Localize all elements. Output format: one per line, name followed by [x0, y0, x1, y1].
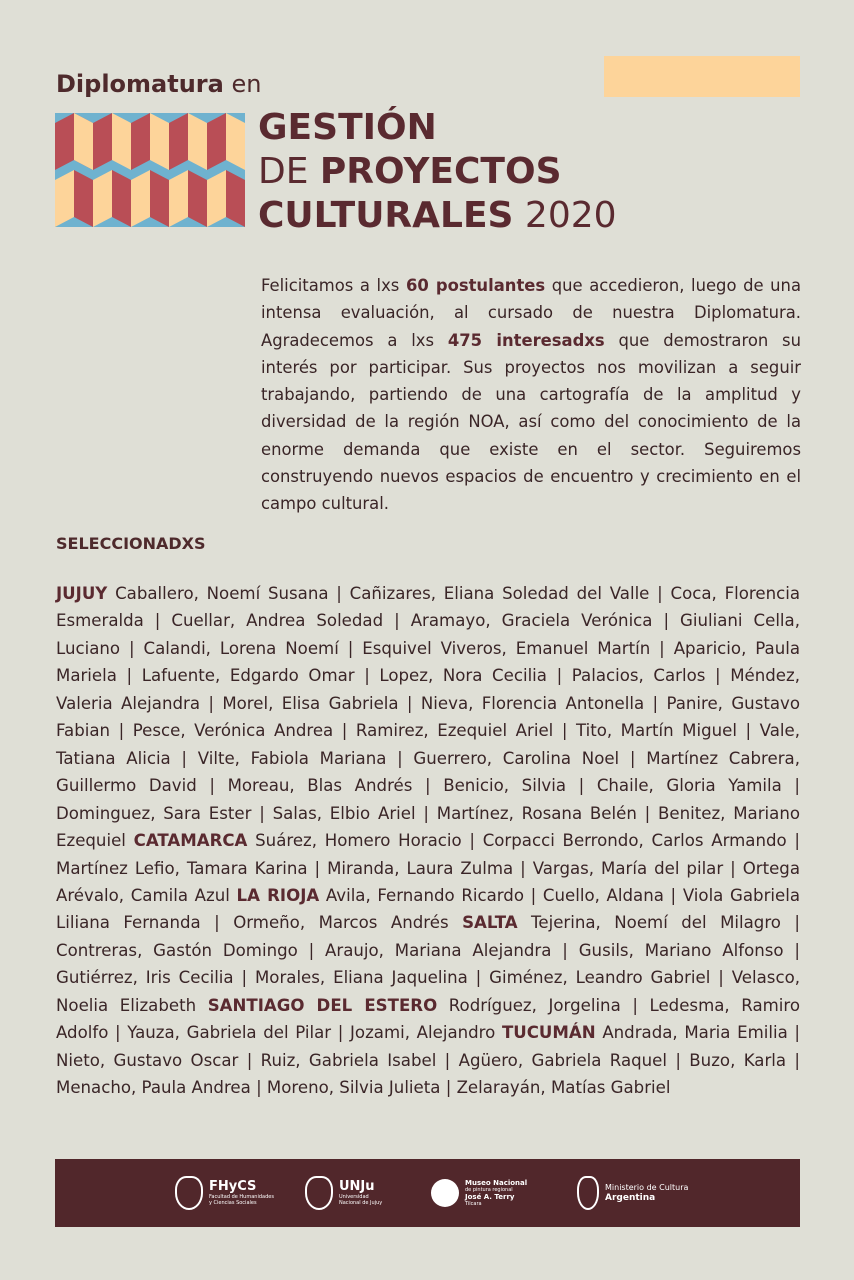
region-names: Tejerina, Noemí del Milagro | Contreras, Gastón Domingo | Araujo, Mariana Alejandra | Gusils, Mariano Alfonso | Gutiérrez, Iris Cecilia | Morales, Eliana Jaquelina | Giménez, Leandro Gabriel | Velasco, Noelia Elizabeth [56, 913, 801, 1015]
selected-list [56, 580, 800, 1102]
coat-of-arms-icon [577, 1176, 599, 1210]
region-names: Suárez, Homero Horacio | Corpacci Berrondo, Carlos Armando | Martínez Lefio, Tamara Karina | Miranda, Laura Zulma | Vargas, María del pilar | Ortega Arévalo, Camila Azul [56, 831, 800, 905]
university-seal-icon [305, 1176, 333, 1210]
region-names: Caballero, Noemí Susana | Cañizares, Eliana Soledad del Valle | Coca, Florencia Esmeralda | Cuellar, Andrea Soledad | Aramayo, Graciela Verónica | Giuliani Cella, Luciano | Calandi, Lorena Noemí | Esquivel Viveros, Emanuel Martín | Aparicio, Paula Mariela | Lafuente, Edgardo Omar | Lopez, Nora Cecilia | Palacios, Carlos | Méndez, Valeria Alejandra | Morel, Elisa Gabriela | Nieva, Florencia Antonella | Panire, Gustavo Fabian | Pesce, Verónica Andrea | Ramirez, Ezequiel Ariel | Tito, Martín Miguel | Vale, Tatiana Alicia | Vilte, Fabiola Mariana | Guerrero, Carolina Noel | Martínez Cabrera, Guillermo David | Moreau, Blas Andrés | Benicio, Silvia | Chaile, Gloria Yamila | Dominguez, Sara Ester | Salas, Elbio Ariel | Martínez, Rosana Belén | Benitez, Mariano Ezequiel [56, 584, 800, 851]
cube-pattern-logo [55, 113, 245, 227]
region-name: SANTIAGO DEL ESTERO [207, 995, 438, 1015]
unju-logo: UNJu Universidad Nacional de Jujuy [305, 1173, 382, 1213]
region-name: TUCUMÁN [501, 1023, 596, 1043]
museo-logo: Museo Nacional de pintura regional José A. Terry Tilcara [431, 1173, 527, 1213]
ministerio-logo: Ministerio de Cultura Argentina [577, 1173, 688, 1213]
university-seal-icon [175, 1176, 203, 1210]
region-name: JUJUY [56, 584, 108, 603]
footer-logos [55, 1159, 800, 1227]
accent-bar [604, 56, 800, 97]
fhycs-logo: FHyCS Facultad de Humanidades y Ciencias Sociales [175, 1173, 274, 1213]
section-heading: SELECCIONADXS [56, 534, 206, 553]
region-name: LA RIOJA [236, 885, 320, 905]
region-names: Avila, Fernando Ricardo | Cuello, Aldana | Viola Gabriela Liliana Fernanda | Ormeño, Marcos Andrés [56, 885, 800, 933]
intro-paragraph: Felicitamos a lxs 60 postulantes que accedieron, luego de una intensa evaluación, al cursado de nuestra Diplomatura. Agradecemos a lxs 475 interesadxs que demostraron su interés por participar. Sus proyectos nos movilizan a seguir trabajando, partiendo de una cartografía de la amplitud y diversidad de la región NOA, así como del conocimiento de la enorme demanda que existe en el sector. Seguiremos construyendo nuevos espacios de encuentro y crecimiento en el campo cultural. [261, 276, 801, 514]
region-names: Andrada, Maria Emilia | Nieto, Gustavo Oscar | Ruiz, Gabriela Isabel | Agüero, Gabriela Raquel | Buzo, Karla | Menacho, Paula Andrea | Moreno, Silvia Julieta | Zelarayán, Matías Gabriel [56, 1023, 800, 1098]
museum-circle-icon [431, 1179, 459, 1207]
page-title: GESTIÓN DE PROYECTOS CULTURALES 2020 [258, 107, 617, 236]
region-names: Rodríguez, Jorgelina | Ledesma, Ramiro Adolfo | Yauza, Gabriela del Pilar | Jozami, Alejandro [56, 995, 800, 1043]
region-name: SALTA [462, 913, 518, 933]
region-name: CATAMARCA [133, 831, 248, 851]
program-label: Diplomatura en [56, 70, 262, 98]
